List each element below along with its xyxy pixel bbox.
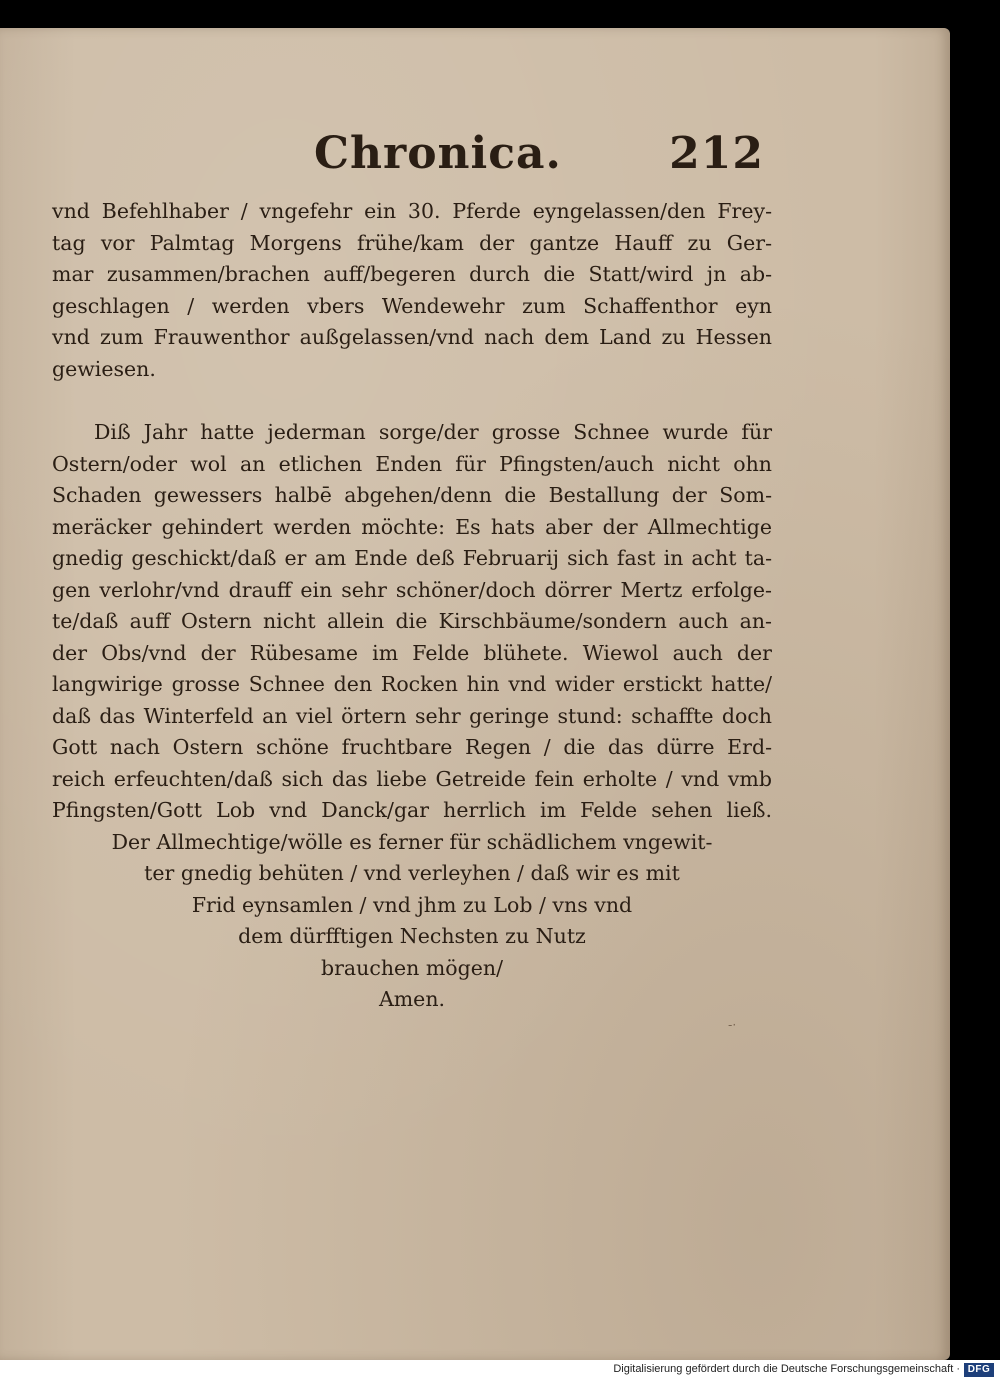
closing-line: brauchen mögen/ — [320, 955, 504, 980]
text-line: gen verlohr/vnd drauff ein sehr schöner/doch dörrer Mertz erfolge- — [52, 577, 772, 602]
text-line: meräcker gehindert werden möchte: Es hats aber der Allmechtige — [52, 514, 772, 539]
ink-mark: -· — [728, 1018, 737, 1032]
text-line: Ostern/oder wol an etlichen Enden für Pfingsten/auch nicht ohn — [52, 451, 772, 476]
text-line: gnedig geschickt/daß er am Ende deß Februarij sich fast in acht ta- — [52, 546, 772, 570]
closing-line: Der Allmechtige/wölle es ferner für schädlichem vngewit- — [111, 829, 713, 854]
dfg-logo[interactable]: DFG — [964, 1363, 994, 1377]
book-page — [0, 28, 950, 1360]
text-line: Diß Jahr hatte jederman sorge/der grosse Schnee wurde für — [94, 420, 772, 444]
text-line: te/daß auff Ostern nicht allein die Kirschbäume/sondern auch an- — [52, 609, 772, 633]
text-line: gewiesen. — [52, 356, 156, 381]
closing-line: ter gnedig behüten / vnd verleyhen / daß wir es mit — [144, 861, 680, 885]
text-line: tag vor Palmtag Morgens frühe/kam der gantze Hauff zu Ger- — [52, 230, 772, 255]
text-line: vnd zum Frauwenthor außgelassen/vnd nach dem Land zu Hessen — [52, 325, 772, 349]
funding-credit: Digitalisierung gefördert durch die Deutsche Forschungsgemeinschaft · — [613, 1363, 960, 1375]
text-line: geschlagen / werden vbers Wendewehr zum Schaffenthor eyn — [52, 293, 772, 318]
text-line: Pfingsten/Gott Lob vnd Danck/gar herrlich im Felde sehen ließ. — [52, 798, 772, 822]
text-line: mar zusammen/brachen auff/begeren durch die Statt/wird jn ab- — [52, 262, 772, 286]
text-line: Gott nach Ostern schöne fruchtbare Regen / die das dürre Erd- — [52, 735, 772, 759]
closing-line: dem dürfftigen Nechsten zu Nutz — [238, 924, 586, 948]
text-line: Schaden gewessers halbē abgehen/denn die Bestallung der Som- — [52, 483, 772, 507]
text-line: reich erfeuchten/daß sich das liebe Getreide fein erholte / vnd vmb — [52, 766, 772, 791]
footer-bar — [0, 1360, 1000, 1380]
text-line: der Obs/vnd der Rübesame im Felde blühete. Wiewol auch der — [52, 640, 772, 665]
closing-line: Frid eynsamlen / vnd jhm zu Lob / vns vnd — [191, 892, 633, 917]
closing-line: Amen. — [378, 987, 446, 1011]
page-header — [314, 128, 764, 188]
running-title: Chronica. — [314, 128, 562, 179]
text-line: langwirige grosse Schnee den Rocken hin vnd wider erstickt hatte/ — [52, 672, 772, 696]
text-line: daß das Winterfeld an viel örtern sehr geringe stund: schaffte doch — [52, 703, 772, 728]
page-number: 212 — [669, 128, 764, 179]
paragraph-gap — [52, 385, 772, 417]
body-text — [52, 196, 772, 1016]
text-line: vnd Befehlhaber / vngefehr ein 30. Pferde eyngelassen/den Frey- — [52, 199, 772, 223]
